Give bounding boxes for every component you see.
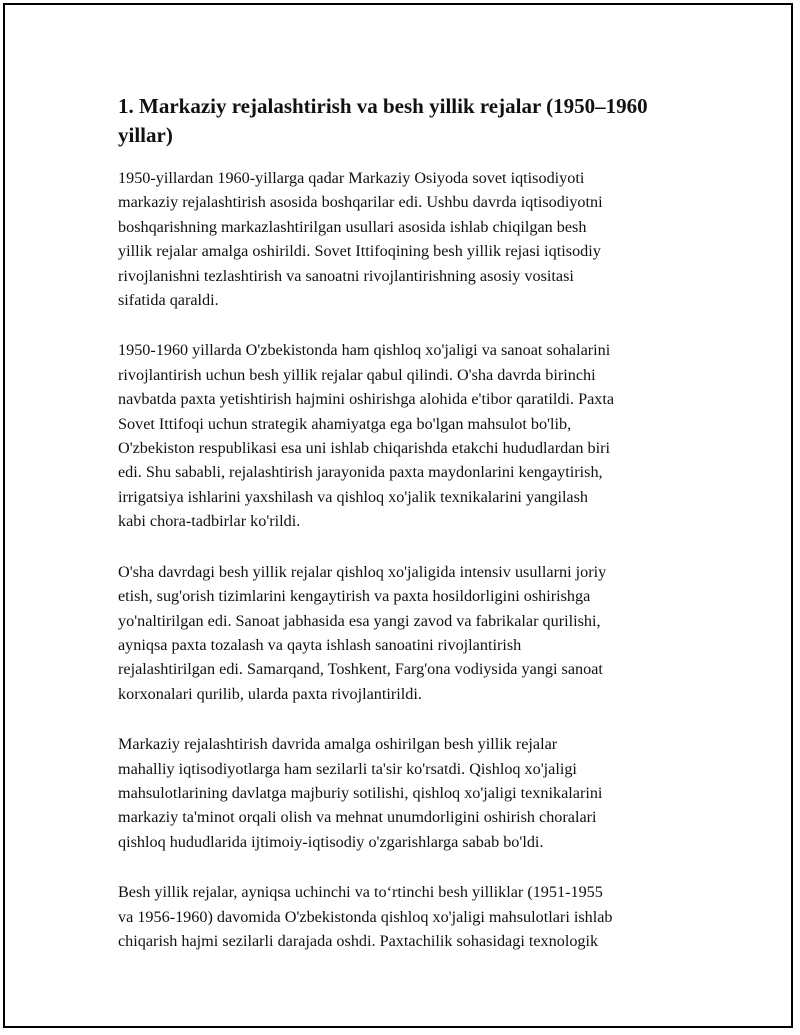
paragraph-4 bbox=[118, 732, 678, 854]
paragraph-2 bbox=[118, 338, 678, 533]
text-line: yillik rejalar amalga oshirildi. Sovet Ittifoqining besh yillik rejasi iqtisodiy bbox=[118, 242, 601, 261]
title-line: yillar) bbox=[118, 123, 173, 147]
text-line: qishloq hududlarida ijtimoiy-iqtisodiy o'zgarishlarga sabab bo'ldi. bbox=[118, 832, 544, 851]
text-line: yo'naltirilgan edi. Sanoat jabhasida esa yangi zavod va fabrikalar qurilishi, bbox=[118, 611, 601, 630]
text-line: irrigatsiya ishlarini yaxshilash va qishloq xo'jalik texnikalarini yangilash bbox=[118, 487, 589, 506]
paragraph-1 bbox=[118, 166, 678, 312]
title-line: 1. Markaziy rejalashtirish va besh yillik rejalar (1950–1960 bbox=[118, 94, 648, 118]
text-line: rivojlanishni tezlashtirish va sanoatni rivojlantirishning asosiy vositasi bbox=[118, 266, 574, 285]
text-line: markaziy rejalashtirish asosida boshqarilar edi. Ushbu davrda iqtisodiyotni bbox=[118, 193, 603, 212]
text-line: mahalliy iqtisodiyotlarga ham sezilarli ta'sir ko'rsatdi. Qishloq xo'jaligi bbox=[118, 759, 577, 778]
paragraph-5 bbox=[118, 880, 678, 953]
text-line: va 1956-1960) davomida O'zbekistonda qishloq xo'jaligi mahsulotlari ishlab bbox=[118, 907, 613, 926]
paragraph-3 bbox=[118, 560, 678, 706]
text-line: Markaziy rejalashtirish davrida amalga oshirilgan besh yillik rejalar bbox=[118, 735, 558, 754]
text-line: rivojlantirish uchun besh yillik rejalar qabul qilindi. O'sha davrda birinchi bbox=[118, 365, 596, 384]
text-line: etish, sug'orish tizimlarini kengaytirish va paxta hosildorligini oshirishga bbox=[118, 587, 591, 606]
text-line: Besh yillik rejalar, ayniqsa uchinchi va to‘rtinchi besh yilliklar (1951-1955 bbox=[118, 883, 603, 902]
text-line: edi. Shu sababli, rejalashtirish jarayonida paxta maydonlarini kengaytirish, bbox=[118, 463, 603, 482]
text-line: O'zbekiston respublikasi esa uni ishlab chiqarishda etakchi hududlardan biri bbox=[118, 439, 611, 458]
text-line: markaziy ta'minot orqali olish va mehnat unumdorligini oshirish choralari bbox=[118, 808, 597, 827]
text-line: O'sha davrdagi besh yillik rejalar qishloq xo'jaligida intensiv usullarni joriy bbox=[118, 562, 607, 581]
text-line: chiqarish hajmi sezilarli darajada oshdi. Paxtachilik sohasidagi texnologik bbox=[118, 931, 599, 950]
section-title bbox=[118, 92, 678, 150]
document-page bbox=[118, 92, 678, 979]
text-line: mahsulotlarining davlatga majburiy sotilishi, qishloq xo'jaligi texnikalarini bbox=[118, 783, 603, 802]
text-line: sifatida qaraldi. bbox=[118, 291, 219, 310]
text-line: 1950-1960 yillarda O'zbekistonda ham qishloq xo'jaligi va sanoat sohalarini bbox=[118, 341, 611, 360]
text-line: 1950-yillardan 1960-yillarga qadar Markaziy Osiyoda sovet iqtisodiyoti bbox=[118, 169, 585, 187]
text-line: boshqarishning markazlashtirilgan usullari asosida ishlab chiqilgan besh bbox=[118, 217, 587, 236]
text-line: Sovet Ittifoqi uchun strategik ahamiyatga ega bo'lgan mahsulot bo'lib, bbox=[118, 414, 572, 433]
text-line: kabi chora-tadbirlar ko'rildi. bbox=[118, 512, 301, 531]
text-line: ayniqsa paxta tozalash va qayta ishlash sanoatini rivojlantirish bbox=[118, 635, 522, 654]
text-line: rejalashtirilgan edi. Samarqand, Toshkent, Farg'ona vodiysida yangi sanoat bbox=[118, 660, 603, 679]
text-line: korxonalari qurilib, ularda paxta rivojlantirildi. bbox=[118, 684, 422, 703]
text-line: navbatda paxta yetishtirish hajmini oshirishga alohida e'tibor qaratildi. Paxta bbox=[118, 390, 615, 409]
